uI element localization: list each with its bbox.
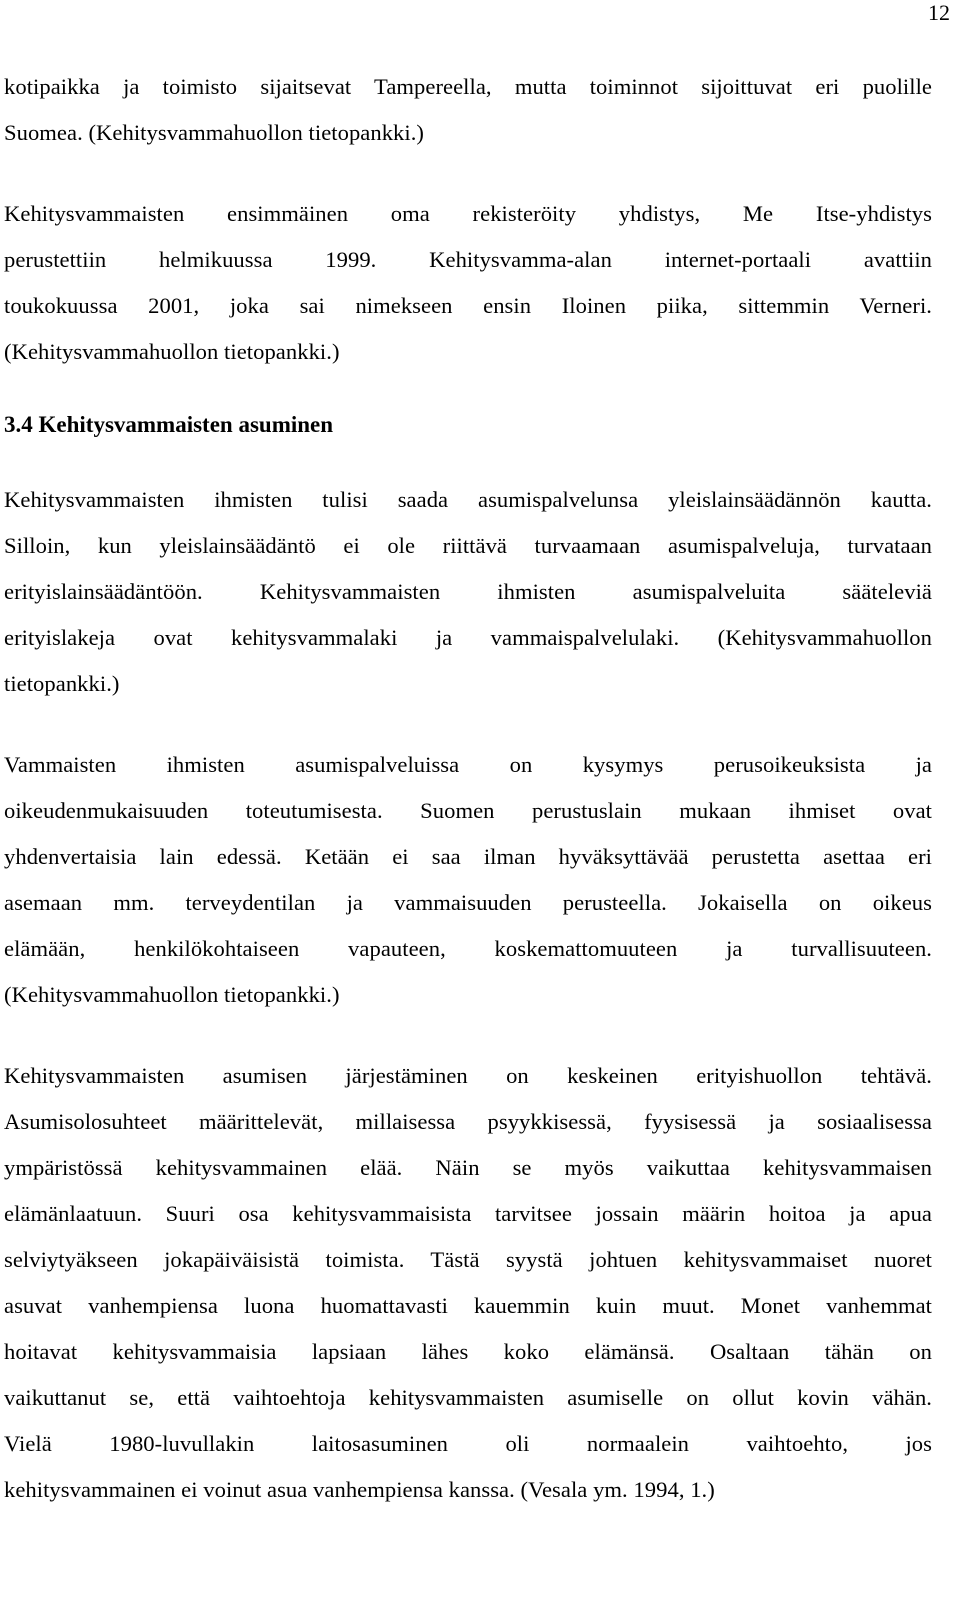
- text-line: elämään, henkilökohtaiseen vapauteen, koskemattomuuteen ja turvallisuuteen.: [4, 936, 932, 961]
- text-line: erityislainsäädäntöön. Kehitysvammaisten ihmisten asumispalveluita sääteleviä: [4, 579, 932, 604]
- text-line: Kehitysvammaisten ensimmäinen oma rekisteröity yhdistys, Me Itse-yhdistys: [4, 201, 932, 226]
- text-line: Asumisolosuhteet määrittelevät, millaisessa psyykkisessä, fyysisessä ja sosiaalisessa: [4, 1109, 932, 1134]
- text-line: oikeudenmukaisuuden toteutumisesta. Suomen perustuslain mukaan ihmiset ovat: [4, 798, 932, 823]
- page-number: 12: [928, 0, 950, 25]
- text-line: tietopankki.): [4, 671, 120, 696]
- text-line: erityislakeja ovat kehitysvammalaki ja vammaispalvelulaki. (Kehitysvammahuollon: [4, 625, 932, 650]
- text-line: asemaan mm. terveydentilan ja vammaisuuden perusteella. Jokaisella on oikeus: [4, 890, 932, 915]
- text-line: Kehitysvammaisten asumisen järjestäminen on keskeinen erityishuollon tehtävä.: [4, 1063, 932, 1088]
- text-line: asuvat vanhempiensa luona huomattavasti kauemmin kuin muut. Monet vanhemmat: [4, 1293, 932, 1318]
- text-line: Vielä 1980-luvullakin laitosasuminen oli normaalein vaihtoehto, jos: [4, 1431, 932, 1456]
- paragraph-asumisen-jarjestaminen: [4, 1053, 932, 1513]
- document-body: [4, 64, 932, 1548]
- text-line: (Kehitysvammahuollon tietopankki.): [4, 339, 340, 364]
- text-line: hoitavat kehitysvammaisia lapsiaan lähes koko elämänsä. Osaltaan tähän on: [4, 1339, 932, 1364]
- text-line: (Kehitysvammahuollon tietopankki.): [4, 982, 340, 1007]
- text-line: yhdenvertaisia lain edessä. Ketään ei saa ilman hyväksyttävää perustetta asettaa eri: [4, 844, 932, 869]
- text-line: Silloin, kun yleislainsäädäntö ei ole riittävä turvaamaan asumispalveluja, turvataan: [4, 533, 932, 558]
- text-line: vaikuttanut se, että vaihtoehtoja kehitysvammaisten asumiselle on ollut kovin vähän.: [4, 1385, 932, 1410]
- paragraph-intro-continuation: [4, 64, 932, 156]
- paragraph-perusoikeudet: [4, 742, 932, 1018]
- text-line: Suomea. (Kehitysvammahuollon tietopankki.): [4, 120, 425, 145]
- text-line: Kehitysvammaisten ihmisten tulisi saada asumispalvelunsa yleislainsäädännön kautta.: [4, 487, 932, 512]
- text-line: toukokuussa 2001, joka sai nimekseen ensin Iloinen piika, sittemmin Verneri.: [4, 293, 932, 318]
- text-line: perustettiin helmikuussa 1999. Kehitysvamma-alan internet-portaali avattiin: [4, 247, 932, 272]
- text-line: elämänlaatuun. Suuri osa kehitysvammaisista tarvitsee jossain määrin hoitoa ja apua: [4, 1201, 932, 1226]
- text-line: Vammaisten ihmisten asumispalveluissa on kysymys perusoikeuksista ja: [4, 752, 932, 777]
- text-line: selviytyäkseen jokapäiväisistä toimista. Tästä syystä johtuen kehitysvammaiset nuoret: [4, 1247, 932, 1272]
- paragraph-me-itse: [4, 191, 932, 375]
- text-line: ympäristössä kehitysvammainen elää. Näin se myös vaikuttaa kehitysvammaisen: [4, 1155, 932, 1180]
- paragraph-asumispalvelut: [4, 477, 932, 707]
- text-line: kotipaikka ja toimisto sijaitsevat Tampereella, mutta toiminnot sijoittuvat eri puolille: [4, 74, 932, 99]
- section-heading: 3.4 Kehitysvammaisten asuminen: [4, 412, 334, 437]
- text-line: kehitysvammainen ei voinut asua vanhempiensa kanssa. (Vesala ym. 1994, 1.): [4, 1477, 715, 1502]
